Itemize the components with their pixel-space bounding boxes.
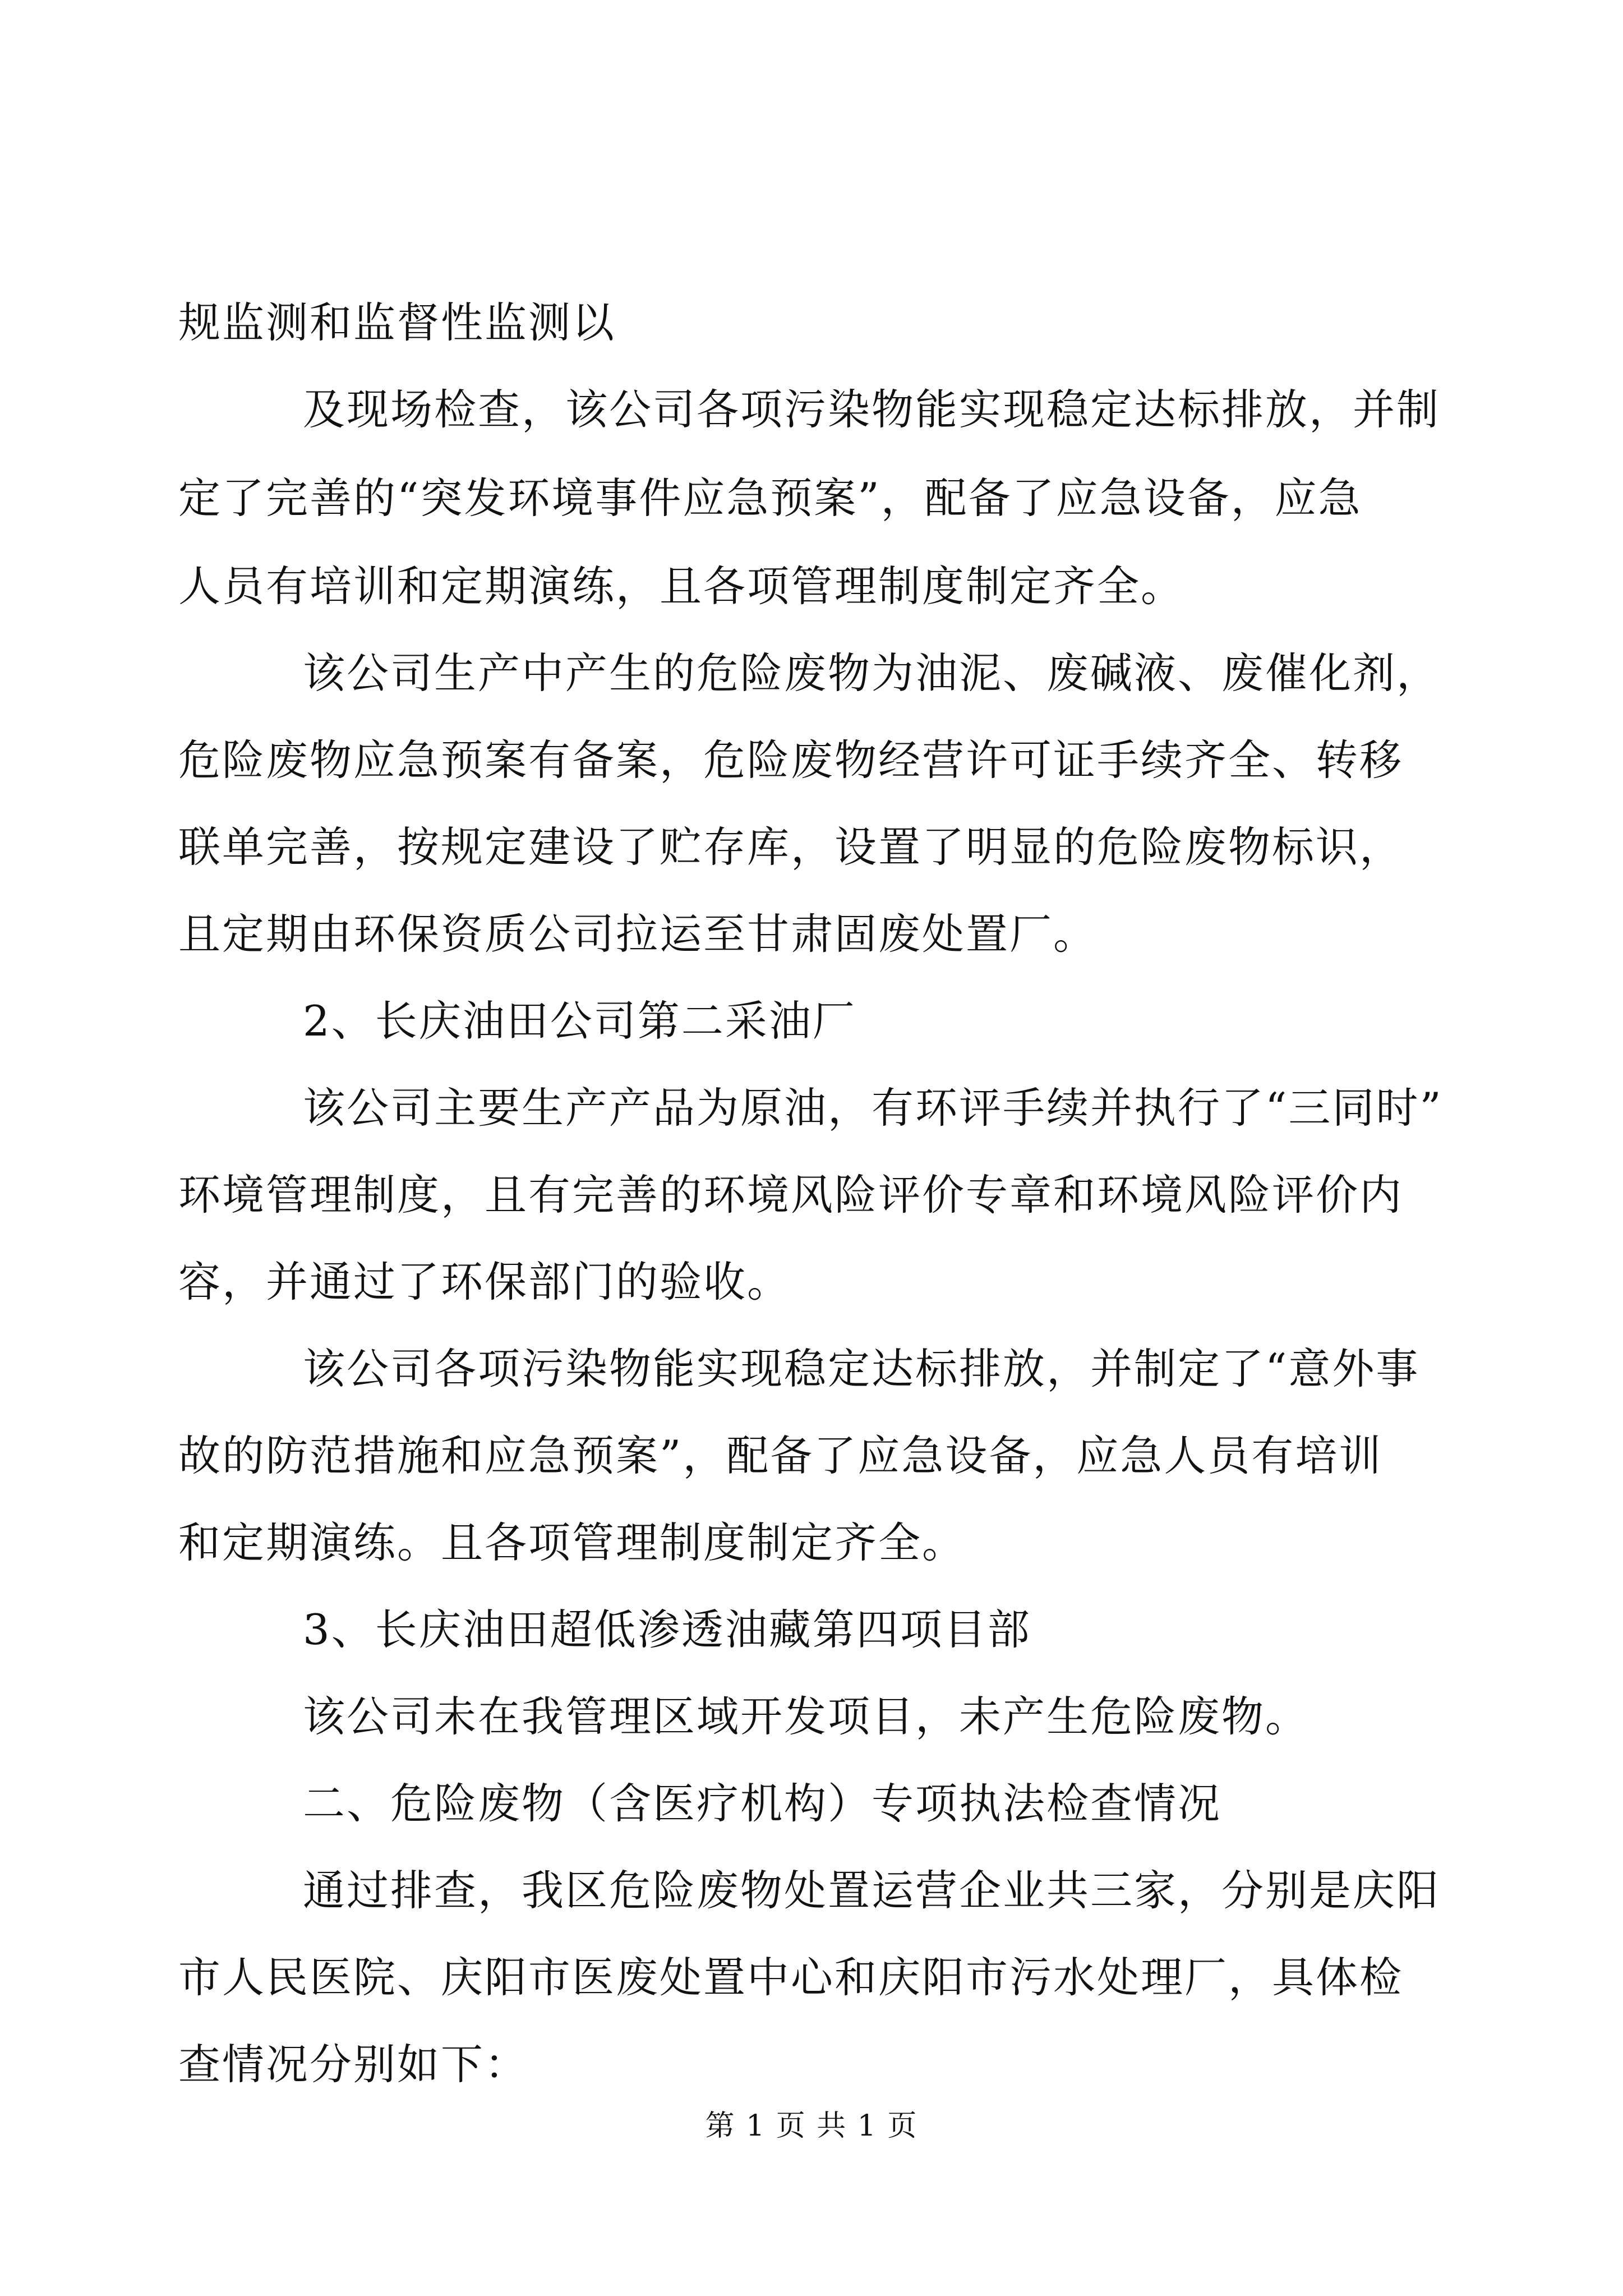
text-line: 容，并通过了环保部门的验收。 — [178, 1257, 791, 1306]
section-heading: 二、危险废物（含医疗机构）专项执法检查情况 — [303, 1779, 1222, 1828]
text-line: 查情况分别如下： — [178, 2040, 529, 2089]
text-line: 故的防范措施和应急预案”，配备了应急设备，应急人员有培训 — [178, 1431, 1383, 1480]
page-footer: 第 1 页 共 1 页 — [705, 2109, 918, 2143]
text-line: 该公司生产中产生的危险废物为油泥、废碱液、废催化剂， — [303, 648, 1441, 698]
text-line: 规监测和监督性监测以 — [178, 298, 616, 347]
text-line: 市人民医院、庆阳市医废处置中心和庆阳市污水处理厂，具体检 — [178, 1953, 1404, 2002]
text-line: 通过排查，我区危险废物处置运营企业共三家，分别是庆阳 — [303, 1866, 1441, 1915]
text-line: 且定期由环保资质公司拉运至甘肃固废处置厂。 — [178, 909, 1098, 959]
text-line: 定了完善的“突发环境事件应急预案”，配备了应急设备，应急 — [178, 473, 1362, 523]
text-line: 环境管理制度，且有完善的环境风险评价专章和环境风险评价内 — [178, 1170, 1404, 1220]
text-line: 和定期演练。且各项管理制度制定齐全。 — [178, 1518, 966, 1567]
text-line: 联单完善，按规定建设了贮存库，设置了明显的危险废物标识， — [178, 822, 1404, 872]
text-line: 该公司主要生产产品为原油，有环评手续并执行了“三同时” — [303, 1083, 1443, 1133]
section-heading: 2、长庆油田公司第二采油厂 — [303, 996, 856, 1046]
section-heading: 3、长庆油田超低渗透油藏第四项目部 — [303, 1605, 1031, 1654]
text-line: 及现场检查，该公司各项污染物能实现稳定达标排放，并制 — [303, 385, 1441, 434]
text-line: 该公司各项污染物能实现稳定达标排放，并制定了“意外事 — [303, 1344, 1420, 1393]
text-line: 危险废物应急预案有备案，危险废物经营许可证手续齐全、转移 — [178, 735, 1404, 785]
text-line: 该公司未在我管理区域开发项目，未产生危险废物。 — [303, 1692, 1310, 1741]
text-line: 人员有培训和定期演练，且各项管理制度制定齐全。 — [178, 562, 1185, 611]
